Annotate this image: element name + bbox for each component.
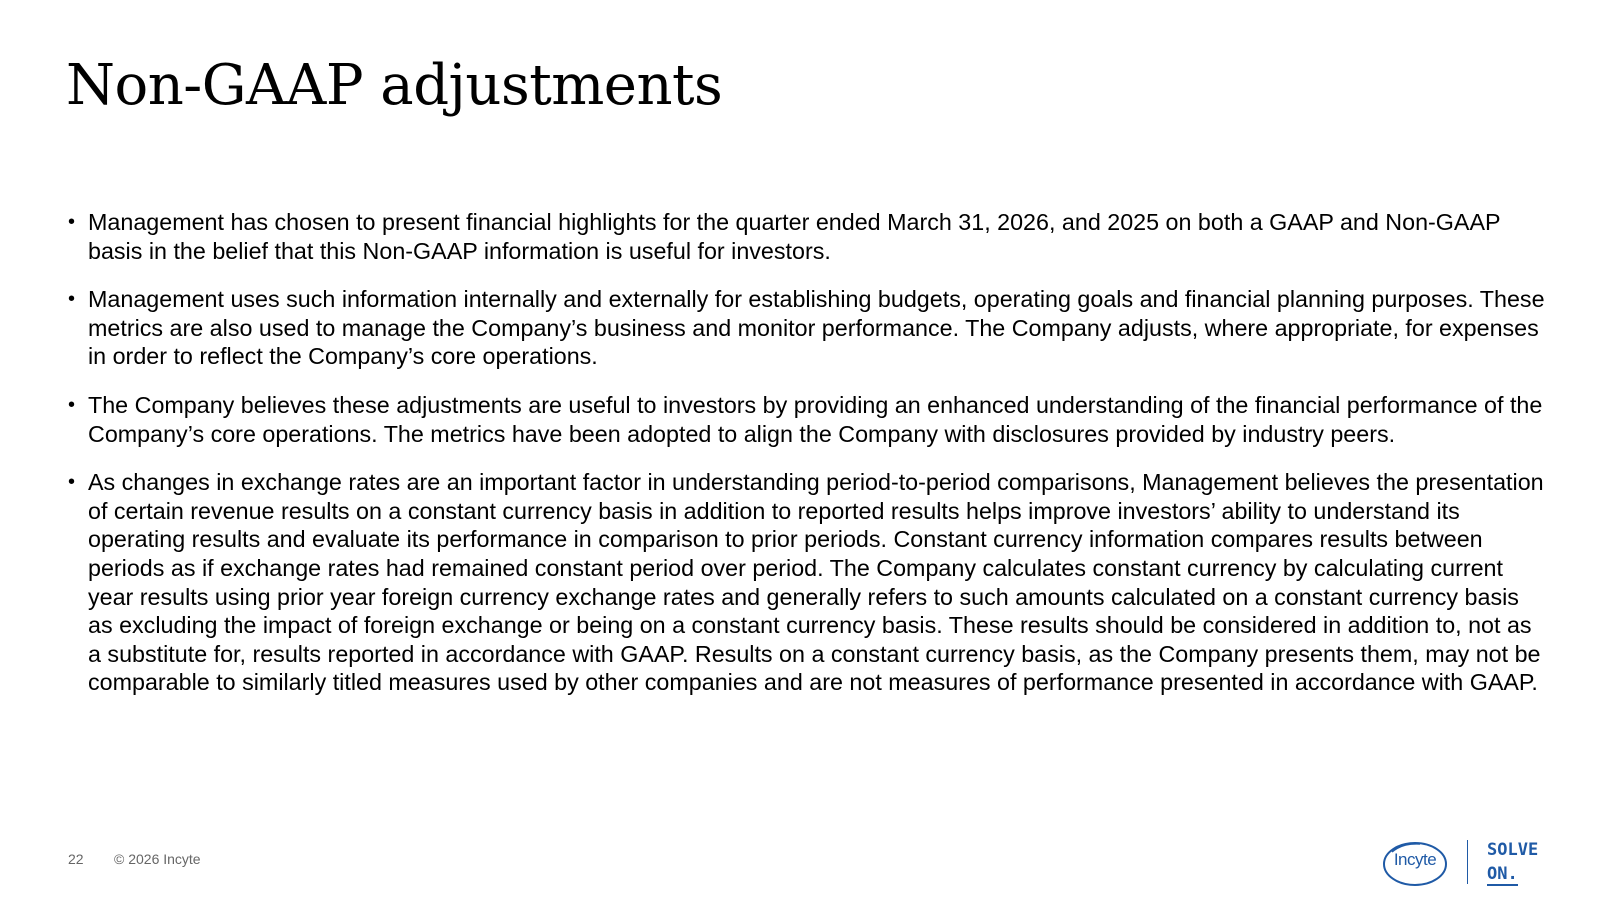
tagline-line-1: SOLVE bbox=[1487, 840, 1539, 860]
bullet-list bbox=[68, 208, 1546, 717]
tagline bbox=[1487, 838, 1538, 886]
bullet-text: The Company believes these adjustments are useful to investors by providing an enhanced understanding of the financial performance of the Company’s core operations. The metrics have been adopted to align the Company with disclosures provided by industry peers. bbox=[88, 391, 1543, 447]
bullet-marker: • bbox=[68, 211, 76, 233]
bullet-marker: • bbox=[68, 393, 76, 416]
incyte-logo-icon bbox=[1380, 840, 1450, 888]
copyright-notice: © 2026 Incyte bbox=[114, 851, 201, 867]
page-number: 22 bbox=[68, 851, 84, 867]
bullet-text: Management uses such information internally and externally for establishing budgets, operating goals and financial planning purposes. These metrics are also used to manage the Company’s business and monitor performance. The Company adjusts, where appropriate, for expenses in order to reflect the Company’s core operations. bbox=[88, 286, 1545, 370]
logo-wordmark: Incyte bbox=[1393, 850, 1437, 869]
bullet-text: Management has chosen to present financial highlights for the quarter ended March 31, 2026, and 2025 on both a GAAP and Non-GAAP basis in the belief that this Non-GAAP information is useful for investors. bbox=[88, 209, 1501, 264]
bullet-item bbox=[68, 391, 1546, 448]
slide-title: Non-GAAP adjustments bbox=[66, 53, 723, 118]
bullet-marker: • bbox=[68, 288, 76, 311]
tagline-line-2: ON. bbox=[1487, 864, 1518, 884]
bullet-item bbox=[68, 468, 1546, 697]
brand-logo bbox=[1380, 836, 1560, 892]
bullet-item bbox=[68, 285, 1546, 371]
bullet-item bbox=[68, 208, 1546, 265]
bullet-marker: • bbox=[68, 471, 76, 494]
bullet-text: As changes in exchange rates are an important factor in understanding period-to-period comparisons, Management believes the presentation of certain revenue results on a constant currency basis in addition to reported results helps improve investors’ ability to understand its operating results and evaluate its performance in comparison to prior periods. Constant currency information compares results between periods as if exchange rates had remained constant period over period. The Company calculates constant currency by calculating current year results using prior year foreign currency exchange rates and generally refers to such amounts calculated on a constant currency basis as excluding the impact of foreign exchange or being on a constant currency basis. These results should be considered in addition to, not as a substitute for, results reported in accordance with GAAP. Results on a constant currency basis, as the Company presents them, may not be comparable to similarly titled measures used by other companies and are not measures of performance presented in accordance with GAAP. bbox=[88, 469, 1544, 696]
logo-divider bbox=[1467, 840, 1468, 884]
